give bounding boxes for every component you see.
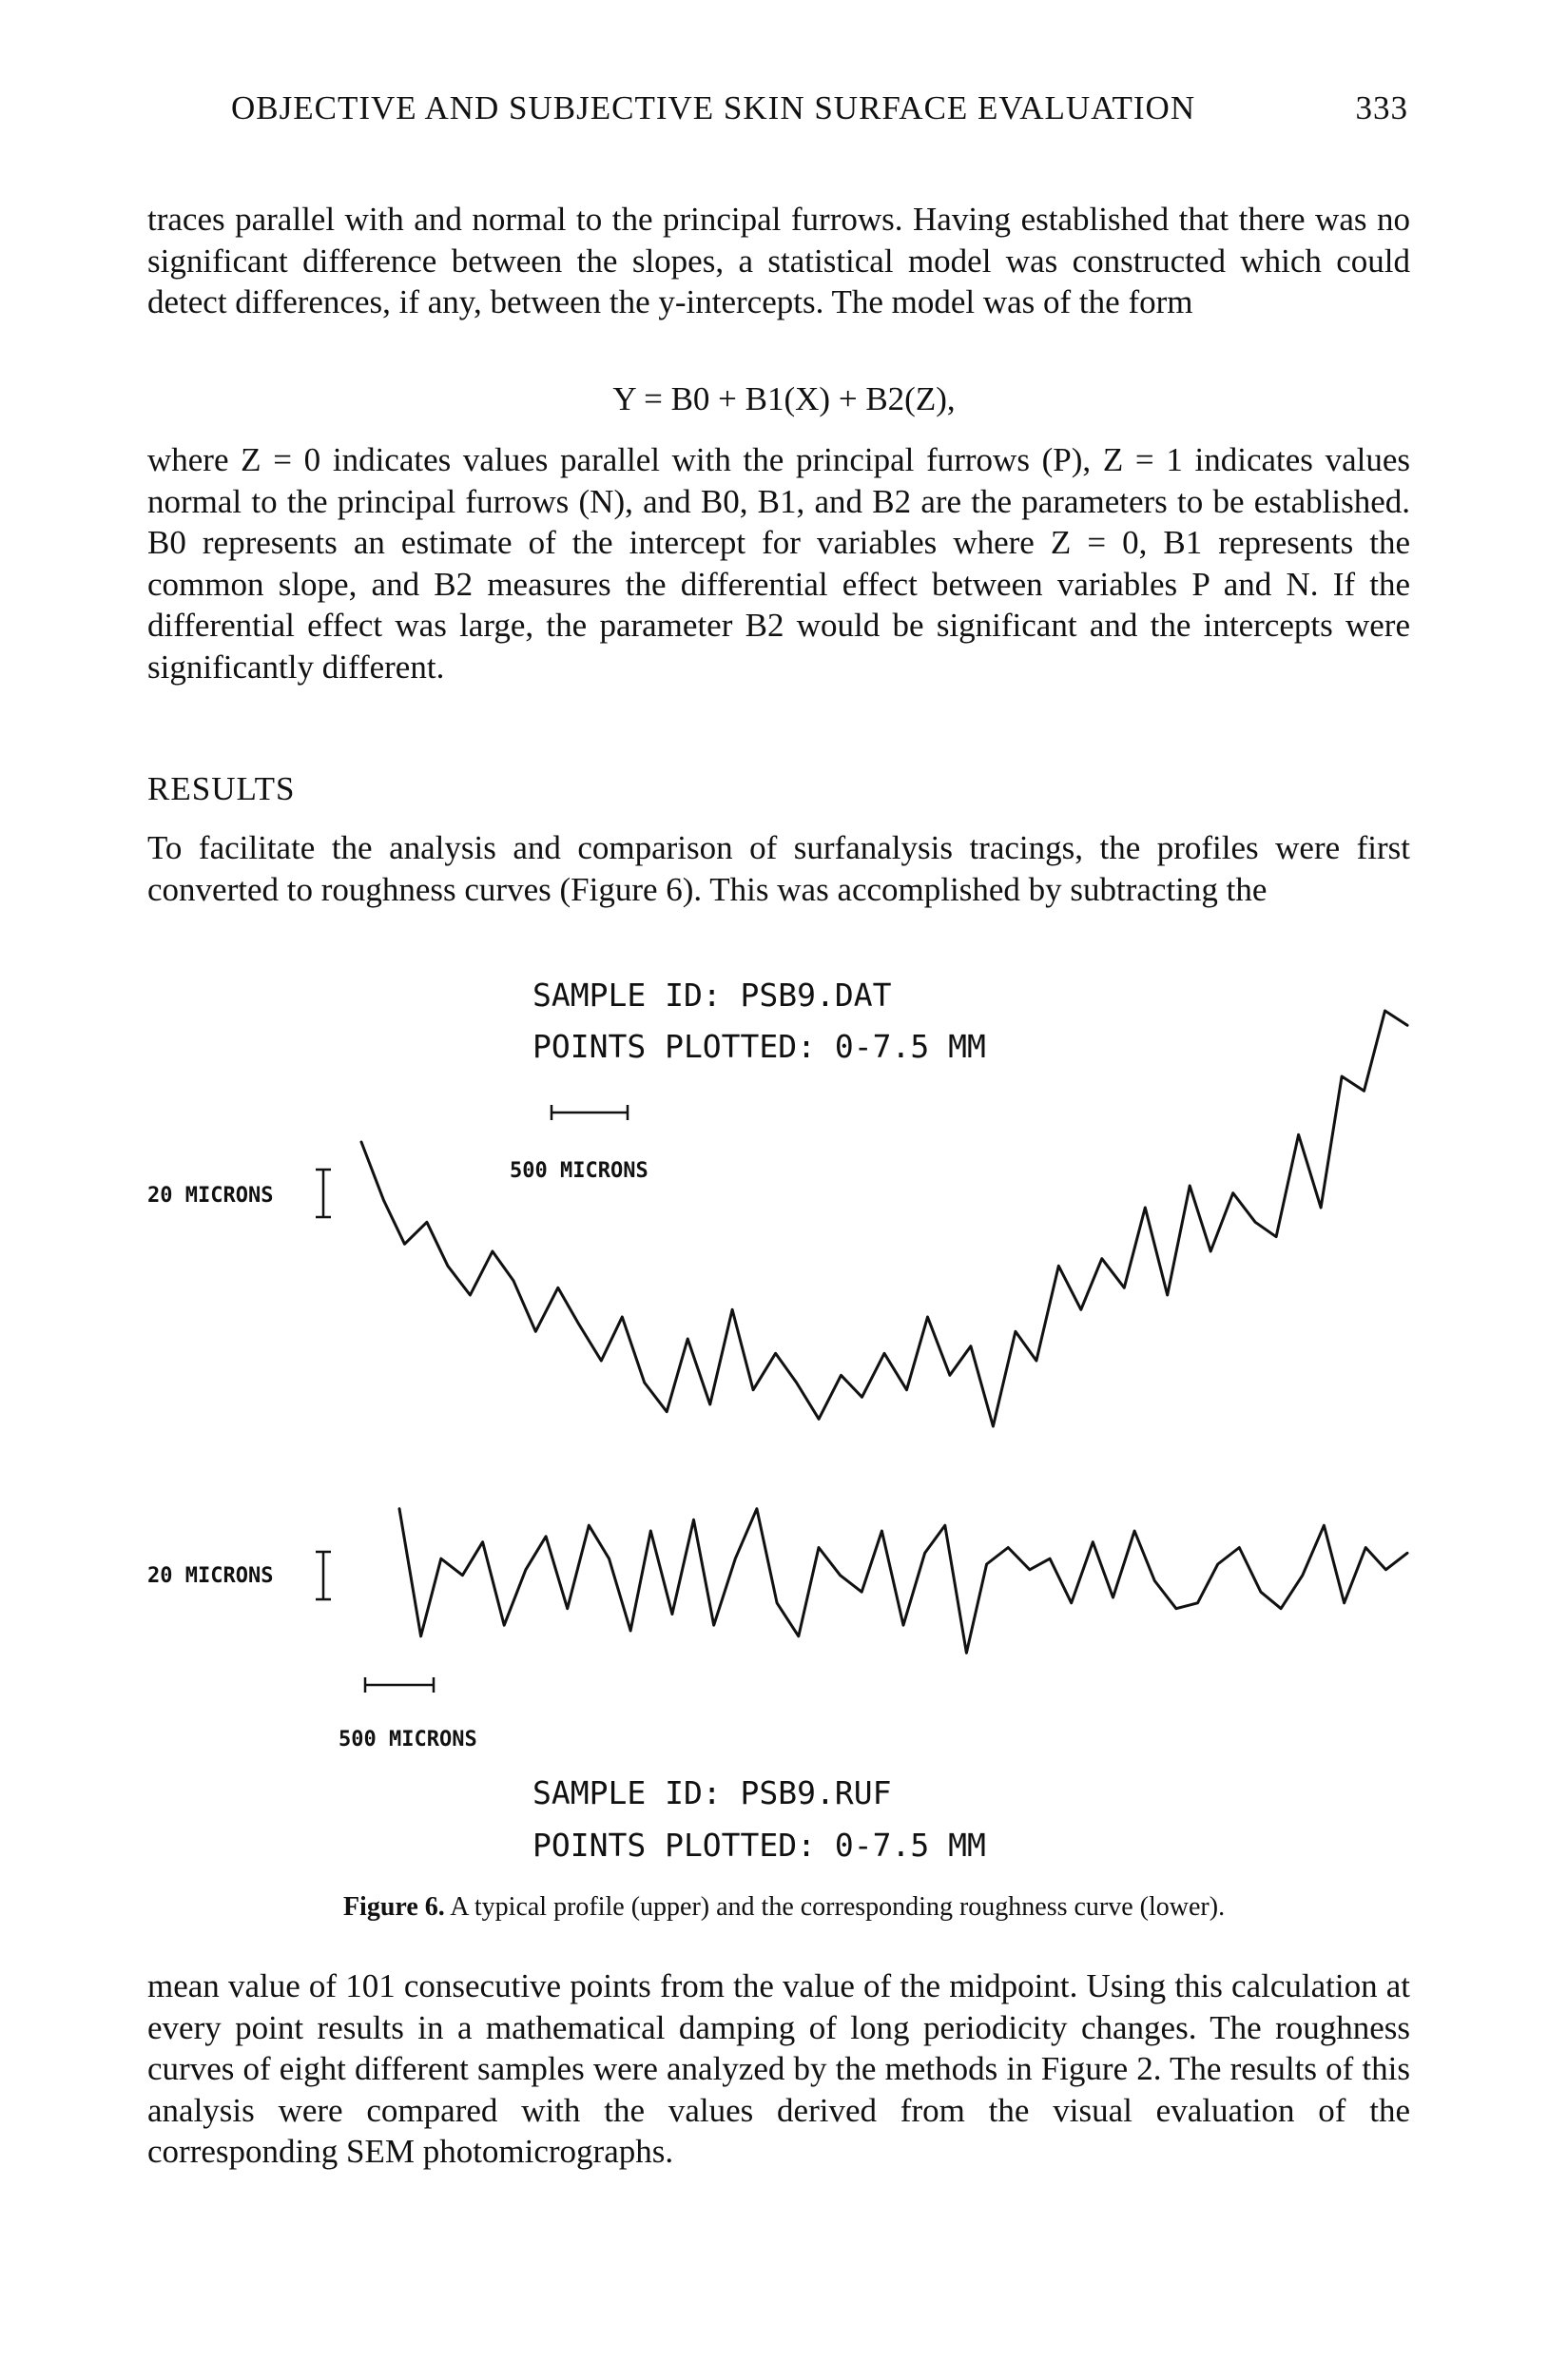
upper-horizontal-scale-label: 500 MICRONS xyxy=(510,1159,648,1183)
paragraph-roughness-method: mean value of 101 consecutive points from the value of the midpoint. Using this calculation at every point results in a mathematical damping of long periodicity changes. The roughness curves of eight different samples were analyzed by the methods in Figure 2. The results of this analysis were compared with the values derived from the visual evaluation of the corresponding SEM photomicrographs. xyxy=(147,1967,1410,2170)
figure-caption-label: Figure 6. xyxy=(342,1892,445,1922)
upper-vertical-scale-bar xyxy=(316,1170,331,1217)
upper-vertical-scale-label: 20 MICRONS xyxy=(147,1184,274,1208)
regression-equation: Y = B0 + B1(X) + B2(Z), xyxy=(612,380,956,417)
upper-horizontal-scale-bar xyxy=(552,1105,628,1120)
lower-vertical-scale-label: 20 MICRONS xyxy=(147,1564,274,1588)
paragraph-results: To facilitate the analysis and comparison of surfanalysis tracings, the profiles were first converted to roughness curves (Figure 6). This was accomplished by subtracting the xyxy=(147,829,1410,908)
paragraph-model: traces parallel with and normal to the principal furrows. Having established that there was no significant difference between the slopes, a statistical model was constructed which could detect differences, if any, between the y-intercepts. The model was of the form xyxy=(147,201,1410,320)
roughness-trace-lower xyxy=(399,1509,1407,1654)
upper-points-plotted: POINTS PLOTTED: 0-7.5 MM xyxy=(532,1028,986,1065)
profile-trace-upper xyxy=(361,1011,1407,1426)
page-number: 333 xyxy=(1355,89,1408,126)
lower-horizontal-scale-bar xyxy=(365,1677,434,1693)
running-header xyxy=(231,89,1408,137)
lower-sample-id: SAMPLE ID: PSB9.RUF xyxy=(532,1774,892,1811)
lower-horizontal-scale-label: 500 MICRONS xyxy=(339,1728,477,1751)
lower-points-plotted: POINTS PLOTTED: 0-7.5 MM xyxy=(532,1827,986,1864)
upper-sample-id: SAMPLE ID: PSB9.DAT xyxy=(532,977,892,1014)
figure-caption-text: A typical profile (upper) and the corresponding roughness curve (lower). xyxy=(450,1892,1226,1922)
running-title: OBJECTIVE AND SUBJECTIVE SKIN SURFACE EVALUATION xyxy=(231,89,1196,126)
section-heading-results: RESULTS xyxy=(147,770,296,807)
lower-vertical-scale-bar xyxy=(316,1552,331,1599)
paragraph-parameters: where Z = 0 indicates values parallel with the principal furrows (P), Z = 1 indicates values normal to the principal furrows (N), and B0, B1, and B2 are the parameters to be established. B0 represents an estimate of the intercept for variables where Z = 0, B1 represents the common slope, and B2 measures the differential effect between variables P and N. If the differential effect was large, the parameter B2 would be significant and the intercepts were significantly different. xyxy=(147,441,1410,686)
figure-caption xyxy=(0,1892,1568,1923)
